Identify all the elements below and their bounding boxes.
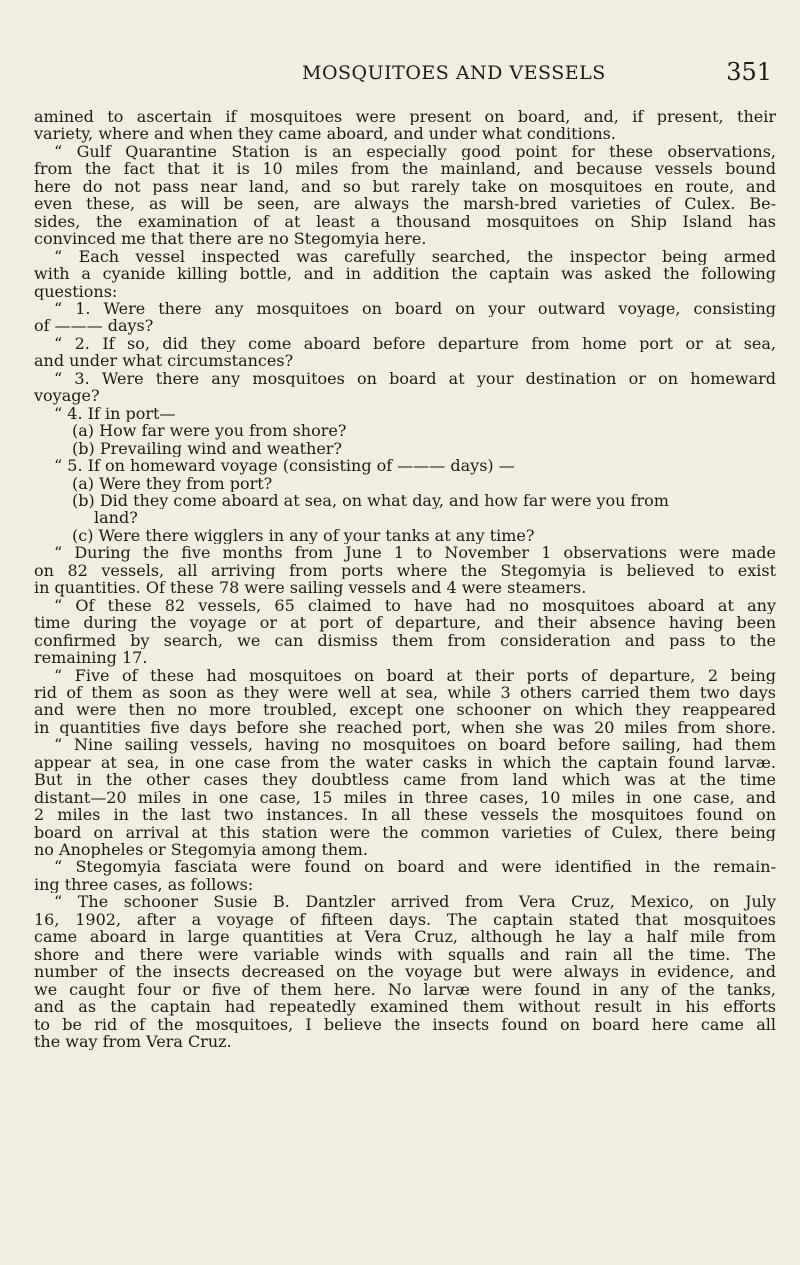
text-line: “ Each vessel inspected was carefully searched, the inspector being armed	[54, 247, 776, 266]
text-line: distant—20 miles in one case, 15 miles in three cases, 10 miles in one case, and	[34, 788, 776, 807]
text-line: “ During the five months from June 1 to November 1 observations were made	[54, 544, 776, 562]
text-line: rid of them as soon as they were well at sea, while 3 others carried them two days	[34, 683, 776, 702]
text-line: “ 3. Were there any mosquitoes on board at your destination or on homeward	[54, 369, 776, 388]
text-line: (a) How far were you from shore?	[72, 422, 347, 440]
text-line: “ 2. If so, did they come aboard before departure from home port or at sea,	[54, 334, 776, 353]
text-line: (b) Prevailing wind and weather?	[72, 439, 343, 458]
text-line: land?	[94, 509, 138, 527]
text-line: the way from Vera Cruz.	[34, 1033, 232, 1051]
text-line: to be rid of the mosquitoes, I believe the insects found on board here came all	[34, 1015, 776, 1034]
text-line: number of the insects decreased on the voyage but were always in evidence, and	[34, 963, 776, 981]
running-head: MOSQUITOES AND VESSELS	[302, 62, 606, 84]
text-line: even these, as will be seen, are always the marsh-bred varieties of Culex. Be-	[34, 195, 776, 213]
text-line: we caught four or five of them here. No larvæ were found in any of the tanks,	[34, 980, 776, 999]
text-line: convinced me that there are no Stegomyia here.	[34, 230, 427, 248]
text-line: (a) Were they from port?	[72, 474, 273, 492]
text-line: remaining 17.	[34, 649, 148, 667]
text-line: 2 miles in the last two instances. In all these vessels the mosquitoes found on	[34, 806, 776, 824]
page-number: 351	[726, 58, 772, 86]
text-line: of ——— days?	[34, 317, 154, 335]
text-line: “ 5. If on homeward voyage (consisting of ——— days) —	[54, 457, 515, 475]
text-line: (c) Were there wigglers in any of your tanks at any time?	[72, 526, 535, 545]
text-line: amined to ascertain if mosquitoes were present on board, and, if present, their	[34, 108, 776, 126]
text-line: “ Gulf Quarantine Station is an especially good point for these observations,	[54, 142, 776, 161]
text-line: shore and there were variable winds with squalls and rain all the time. The	[34, 945, 776, 964]
text-line: 16, 1902, after a voyage of fifteen days. The captain stated that mosquitoes	[34, 910, 776, 929]
text-line: time during the voyage or at port of departure, and their absence having been	[34, 614, 776, 632]
text-line: board on arrival at this station were the common varieties of Culex, there being	[34, 823, 776, 842]
text-line: in quantities. Of these 78 were sailing vessels and 4 were steamers.	[34, 579, 587, 597]
text-line: with a cyanide killing bottle, and in addition the captain was asked the following	[34, 265, 776, 283]
text-line: and were then no more troubled, except one schooner on which they reappeared	[34, 701, 776, 719]
text-line: (b) Did they come aboard at sea, on what day, and how far were you from	[72, 491, 669, 510]
text-line: “ Five of these had mosquitoes on board at their ports of departure, 2 being	[54, 666, 776, 684]
text-line: variety, where and when they came aboard, and under what conditions.	[34, 125, 616, 143]
text-line: ing three cases, as follows:	[34, 875, 254, 894]
text-line: “ 4. If in port—	[54, 404, 176, 423]
text-line: from the fact that it is 10 miles from the mainland, and because vessels bound	[34, 160, 776, 178]
text-line: “ Nine sailing vessels, having no mosquitoes on board before sailing, had them	[54, 736, 776, 754]
text-line: and under what circumstances?	[34, 352, 294, 370]
text-line: “ Of these 82 vessels, 65 claimed to have had no mosquitoes aboard at any	[54, 596, 776, 615]
text-line: sides, the examination of at least a thousand mosquitoes on Ship Island has	[34, 212, 776, 231]
text-line: on 82 vessels, all arriving from ports where the Stegomyia is believed to exist	[34, 561, 776, 580]
text-line: “ The schooner Susie B. Dantzler arrived from Vera Cruz, Mexico, on July	[54, 893, 776, 911]
text-line: here do not pass near land, and so but rarely take on mosquitoes en route, and	[34, 177, 776, 196]
text-line: in quantities five days before she reached port, when she was 20 miles from shore.	[34, 718, 776, 737]
text-line: confirmed by search, we can dismiss them from consideration and pass to the	[34, 631, 776, 650]
text-line: voyage?	[34, 387, 100, 405]
text-line: questions:	[34, 282, 118, 300]
text-line: and as the captain had repeatedly examined them without result in his efforts	[34, 998, 776, 1016]
text-line: “ 1. Were there any mosquitoes on board on your outward voyage, consisting	[54, 299, 776, 318]
text-line: no Anopheles or Stegomyia among them.	[34, 841, 368, 859]
body-text	[34, 108, 776, 1050]
text-line: But in the other cases they doubtless came from land which was at the time	[34, 771, 776, 789]
text-line: appear at sea, in one case from the water casks in which the captain found larvæ.	[34, 753, 776, 772]
text-line: “ Stegomyia fasciata were found on board and were identified in the remain-	[54, 858, 776, 876]
text-line: came aboard in large quantities at Vera Cruz, although he lay a half mile from	[34, 928, 776, 946]
page-header	[0, 58, 800, 92]
